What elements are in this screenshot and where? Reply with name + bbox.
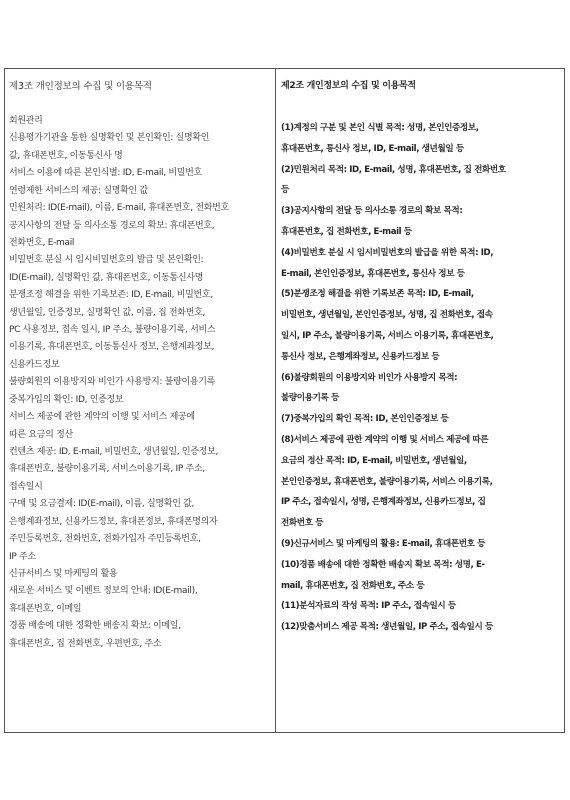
right-text-line: E-mail, 본인인증정보, 휴대폰번호, 통신사 정보 등 bbox=[281, 268, 465, 279]
right-text-line: (1)계정의 구분 및 본인 식별 목적: 성명, 본인인증정보, bbox=[281, 123, 479, 133]
left-text-line: PC 사용정보, 접속 일시, IP 주소, 불량이용기록, 서비스 bbox=[9, 325, 216, 336]
left-text-line: 신규서비스 및 마케팅의 활용 bbox=[9, 568, 118, 579]
right-text-line: (3)공지사항의 전달 등 의사소통 경로의 확보 목적: bbox=[281, 206, 463, 217]
right-text-line: mail, 휴대폰번호, 집 전화번호, 주소 등 bbox=[281, 580, 425, 591]
right-text-line: 일시, IP 주소, 불량이용기록, 서비스 이용기록, 휴대폰번호, bbox=[281, 330, 494, 341]
left-text-line: 주민등록번호, 전화번호, 전화가입자 주민등록번호, bbox=[9, 534, 201, 545]
left-text-line: 연령제한 서비스의 제공: 실명확인 값 bbox=[9, 185, 148, 196]
left-text-line: 따른 요금의 정산 bbox=[9, 429, 73, 440]
right-text-line: 휴대폰번호, 집 전화번호, E-mail 등 bbox=[281, 226, 412, 237]
right-text-line: (7)중복가입의 확인 목적: ID, 본인인증정보 등 bbox=[281, 414, 449, 425]
right-text-line: (2)민원처리 목적: ID, E-mail, 성명, 휴대폰번호, 집 전화번호 bbox=[281, 164, 506, 175]
right-text-line: 등 bbox=[281, 185, 289, 196]
right-text-line: 본인인증정보, 휴대폰번호, 불량이용기록, 서비스 이용기록, bbox=[281, 476, 493, 487]
left-text-line: 신용카드정보 bbox=[9, 359, 60, 370]
right-text-line: 비밀번호, 생년월일, 본인인증정보, 성명, 집 전화번호, 접속 bbox=[281, 310, 493, 321]
left-text-line: 휴대폰번호, 집 전화번호, 우편번호, 주소 bbox=[9, 638, 162, 649]
right-section-title: 제2조 개인정보의 수집 및 이용목적 bbox=[281, 81, 416, 91]
left-text-line: 서비스 이용에 따른 본인식별: ID, E-mail, 비밀번호 bbox=[9, 168, 202, 179]
left-text-line: 회원관리 bbox=[9, 116, 43, 126]
right-column-revised-terms bbox=[276, 69, 564, 732]
left-text-line: ID(E-mail), 실명확인 값, 휴대폰번호, 이동통신사명 bbox=[9, 272, 204, 283]
left-section-title: 제3조 개인정보의 수집 및 이용목적 bbox=[9, 81, 152, 92]
right-text-line: 불량이용기록 등 bbox=[281, 393, 339, 404]
left-text-line: IP 주소 bbox=[9, 551, 36, 562]
left-text-line: 휴대폰번호, 불량이용기록, 서비스이용기록, IP 주소, bbox=[9, 464, 205, 475]
right-text-line: 요금의 정산 목적: ID, E-mail, 비밀번호, 생년월일, bbox=[281, 455, 467, 466]
right-text-line: (12)맞춤서비스 제공 목적: 생년월일, IP 주소, 접속일시 등 bbox=[281, 622, 493, 633]
left-text-line: 휴대폰번호, 이메일 bbox=[9, 603, 82, 614]
left-column-previous-terms bbox=[5, 69, 276, 732]
left-text-line: 생년월일, 인증정보, 실명확인 값, 이름, 집 전화번호, bbox=[9, 307, 206, 318]
left-text-line: 신용평가기관을 통한 실명확인 및 본인확인: 실명확인 bbox=[9, 133, 210, 144]
left-spacer bbox=[9, 94, 275, 113]
left-text-line: 접속일시 bbox=[9, 481, 43, 492]
left-text-line: 불량회원의 이용방지와 비인가 사용방지: 불량이용기록 bbox=[9, 377, 216, 388]
right-text-line: 전화번호 등 bbox=[281, 518, 324, 529]
left-text-line: 값, 휴대폰번호, 이동통신사 명 bbox=[9, 150, 123, 161]
left-text-line: 서비스 제공에 관한 계약의 이행 및 서비스 제공에 bbox=[9, 412, 195, 423]
right-text-line: (8)서비스 제공에 관한 계약의 이행 및 서비스 제공에 따른 bbox=[281, 434, 489, 445]
right-text-line: (6)불량회원의 이용방지와 비인가 사용방지 목적: bbox=[281, 372, 458, 383]
right-text-line: (9)신규서비스 및 마케팅의 활용: E-mail, 휴대폰번호 등 bbox=[281, 538, 485, 549]
right-text-line: (11)분석자료의 작성 목적: IP 주소, 접속일시 등 bbox=[281, 601, 456, 612]
left-text-line: 이용기록, 휴대폰번호, 이동통신사 정보, 은행계좌정보, bbox=[9, 342, 215, 353]
right-text-line: (4)비밀번호 분실 시 임시비밀번호의 발급을 위한 목적: ID, bbox=[281, 247, 494, 258]
right-text-line: IP 주소, 접속일시, 성명, 은행계좌정보, 신용카드정보, 집 bbox=[281, 497, 486, 508]
left-text-line: 비밀번호 분실 시 임시비밀번호의 발급 및 본인확인: bbox=[9, 255, 204, 266]
right-text-line: (5)분쟁조정 해결을 위한 기록보존 목적: ID, E-mail, bbox=[281, 289, 474, 300]
left-text-line: 은행계좌정보, 신용카드정보, 휴대폰정보, 휴대폰명의자 bbox=[9, 516, 218, 527]
right-text-line: 통신사 정보, 은행계좌정보, 신용카드정보 등 bbox=[281, 351, 440, 362]
left-text-line: 구매 및 요금결제: ID(E-mail), 이름, 실명확인 값, bbox=[9, 499, 195, 510]
left-text-line: 민원처리: ID(E-mail), 이름, E-mail, 휴대폰번호, 전화번호 bbox=[9, 203, 229, 214]
left-text-line: 전화번호, E-mail bbox=[9, 237, 75, 248]
left-text-line: 분쟁조정 해결을 위한 기록보존: ID, E-mail, 비밀번호, bbox=[9, 290, 213, 301]
left-text-line: 공지사항의 전달 등 의사소통 경로의 확보: 휴대폰번호, bbox=[9, 220, 215, 231]
right-spacer bbox=[281, 94, 564, 118]
right-text-block bbox=[281, 118, 564, 638]
comparison-table bbox=[4, 68, 565, 733]
left-text-line: 경품 배송에 대한 정확한 배송지 확보: 이메일, bbox=[9, 621, 181, 632]
left-text-line: 중복가입의 확인: ID, 인증정보 bbox=[9, 394, 124, 405]
left-text-line: 새로운 서비스 및 이벤트 정보의 안내: ID(E-mail), bbox=[9, 586, 198, 597]
right-text-line: (10)경품 배송에 대한 정확한 배송지 확보 목적: 성명, E- bbox=[281, 559, 485, 570]
right-text-line: 휴대폰번호, 통신사 정보, ID, E-mail, 생년월일 등 bbox=[281, 143, 464, 154]
left-text-block bbox=[9, 113, 275, 653]
left-text-line: 컨텐츠 제공: ID, E-mail, 비밀번호, 생년월일, 인증정보, bbox=[9, 447, 219, 458]
